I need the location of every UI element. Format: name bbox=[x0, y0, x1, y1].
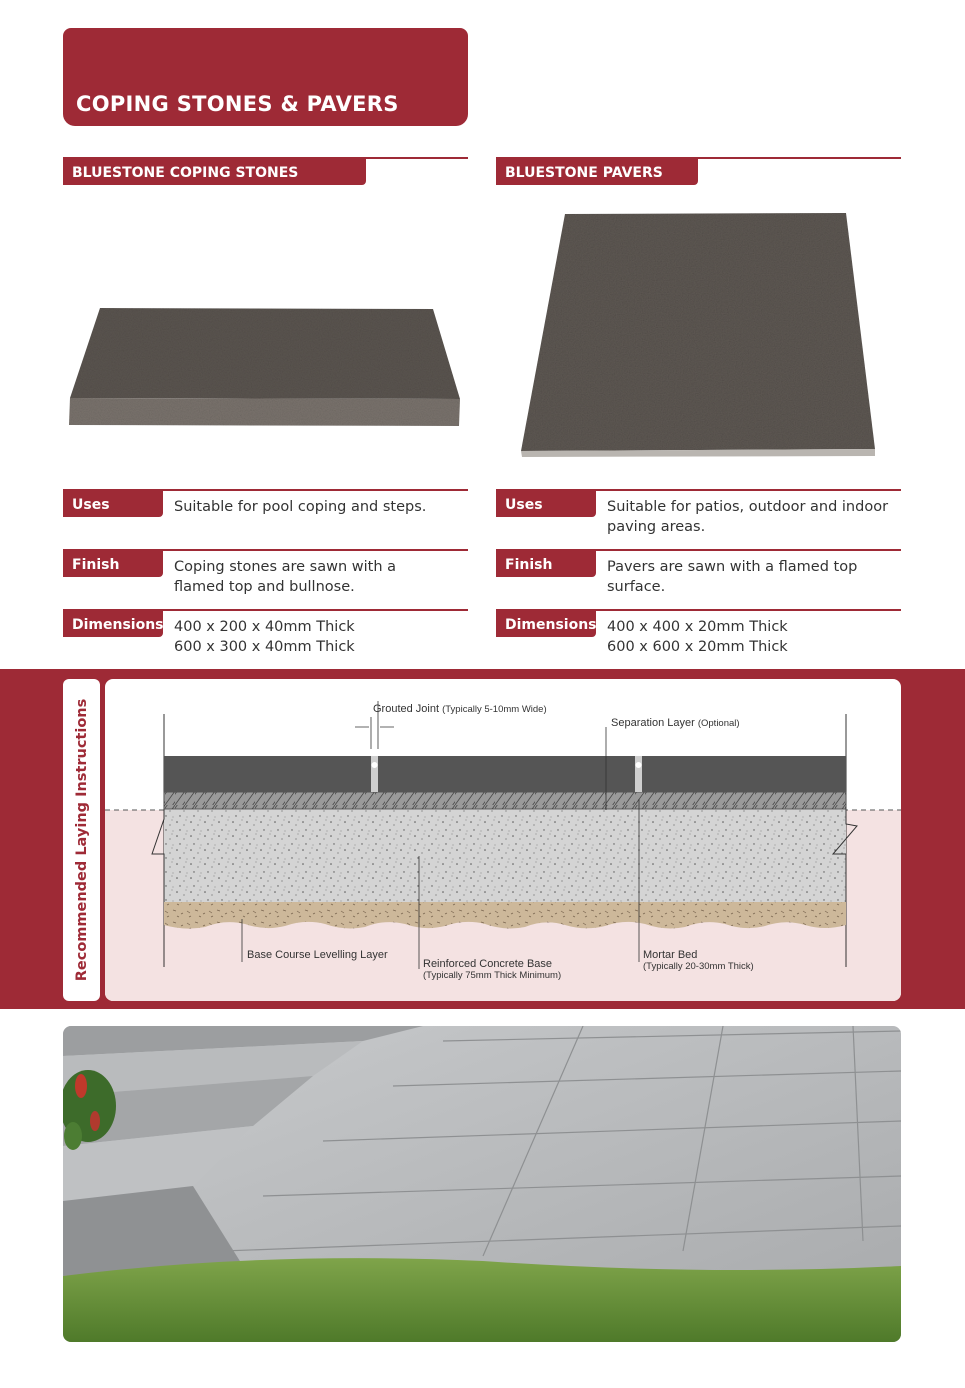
coping-dimension-line: 400 x 200 x 40mm Thick bbox=[174, 619, 355, 635]
pavers-finish-line: Pavers are sawn with a flamed top bbox=[607, 559, 858, 575]
base-course-text: Base Course Levelling Layer bbox=[247, 949, 388, 961]
pavers-dimensions-row bbox=[496, 609, 901, 665]
separation-layer-note: (Optional) bbox=[697, 718, 740, 729]
mortar-bed-label bbox=[643, 949, 754, 972]
pavers-uses-label: Uses bbox=[496, 489, 596, 517]
paver-image bbox=[519, 211, 879, 459]
mortar-bed-note: (Typically 20-30mm Thick) bbox=[643, 961, 754, 972]
pavers-dimension-line: 600 x 600 x 20mm Thick bbox=[607, 639, 788, 655]
coping-uses-value bbox=[174, 497, 468, 517]
grouted-joint-note: (Typically 5-10mm Wide) bbox=[442, 704, 547, 715]
concrete-base-text: Reinforced Concrete Base bbox=[423, 958, 553, 970]
laying-side-tab bbox=[63, 679, 100, 1001]
pavers-uses-line: Suitable for patios, outdoor and indoor bbox=[607, 499, 889, 515]
steps-and-paving-photo bbox=[63, 1026, 901, 1342]
coping-dimensions-label: Dimensions bbox=[63, 609, 163, 637]
grouted-joint-label bbox=[373, 703, 547, 715]
laying-side-label: Recommended Laying Instructions bbox=[73, 698, 90, 982]
coping-dimensions-value bbox=[174, 617, 468, 657]
pavers-section-header bbox=[496, 157, 901, 185]
separation-layer-text: Separation Layer bbox=[611, 717, 695, 729]
pavers-section-title: BLUESTONE PAVERS bbox=[496, 157, 698, 185]
pavers-dimensions-value bbox=[607, 617, 901, 657]
pavers-finish-label: Finish bbox=[496, 549, 596, 577]
title-banner bbox=[63, 28, 468, 126]
pavers-finish-value bbox=[607, 557, 901, 597]
grouted-joint-text: Grouted Joint bbox=[373, 703, 440, 715]
page-title: COPING STONES & PAVERS bbox=[76, 92, 399, 116]
laying-diagram bbox=[105, 679, 901, 1001]
coping-uses-line: Suitable for pool coping and steps. bbox=[174, 499, 427, 515]
separation-layer-label bbox=[611, 717, 740, 729]
concrete-base-label bbox=[423, 958, 561, 981]
pavers-dimension-line: 400 x 400 x 20mm Thick bbox=[607, 619, 788, 635]
coping-uses-label: Uses bbox=[63, 489, 163, 517]
coping-uses-row bbox=[63, 489, 468, 545]
base-course-label bbox=[247, 949, 388, 961]
coping-section-header bbox=[63, 157, 468, 185]
pavers-finish-row bbox=[496, 549, 901, 605]
pavers-finish-line: surface. bbox=[607, 579, 666, 595]
coping-dimension-line: 600 x 300 x 40mm Thick bbox=[174, 639, 355, 655]
mortar-bed-text: Mortar Bed bbox=[643, 949, 698, 961]
coping-finish-value bbox=[174, 557, 468, 597]
coping-dimensions-row bbox=[63, 609, 468, 665]
pavers-uses-value bbox=[607, 497, 901, 537]
concrete-base-note: (Typically 75mm Thick Minimum) bbox=[423, 970, 562, 981]
coping-finish-label: Finish bbox=[63, 549, 163, 577]
coping-finish-line: flamed top and bullnose. bbox=[174, 579, 355, 595]
pavers-uses-row bbox=[496, 489, 901, 545]
coping-section-title: BLUESTONE COPING STONES bbox=[63, 157, 366, 185]
coping-finish-row bbox=[63, 549, 468, 605]
coping-finish-line: Coping stones are sawn with a bbox=[174, 559, 397, 575]
pavers-uses-line: paving areas. bbox=[607, 519, 706, 535]
coping-stone-image bbox=[66, 305, 463, 430]
cross-section-drawing bbox=[105, 679, 901, 1001]
pavers-dimensions-label: Dimensions bbox=[496, 609, 596, 637]
